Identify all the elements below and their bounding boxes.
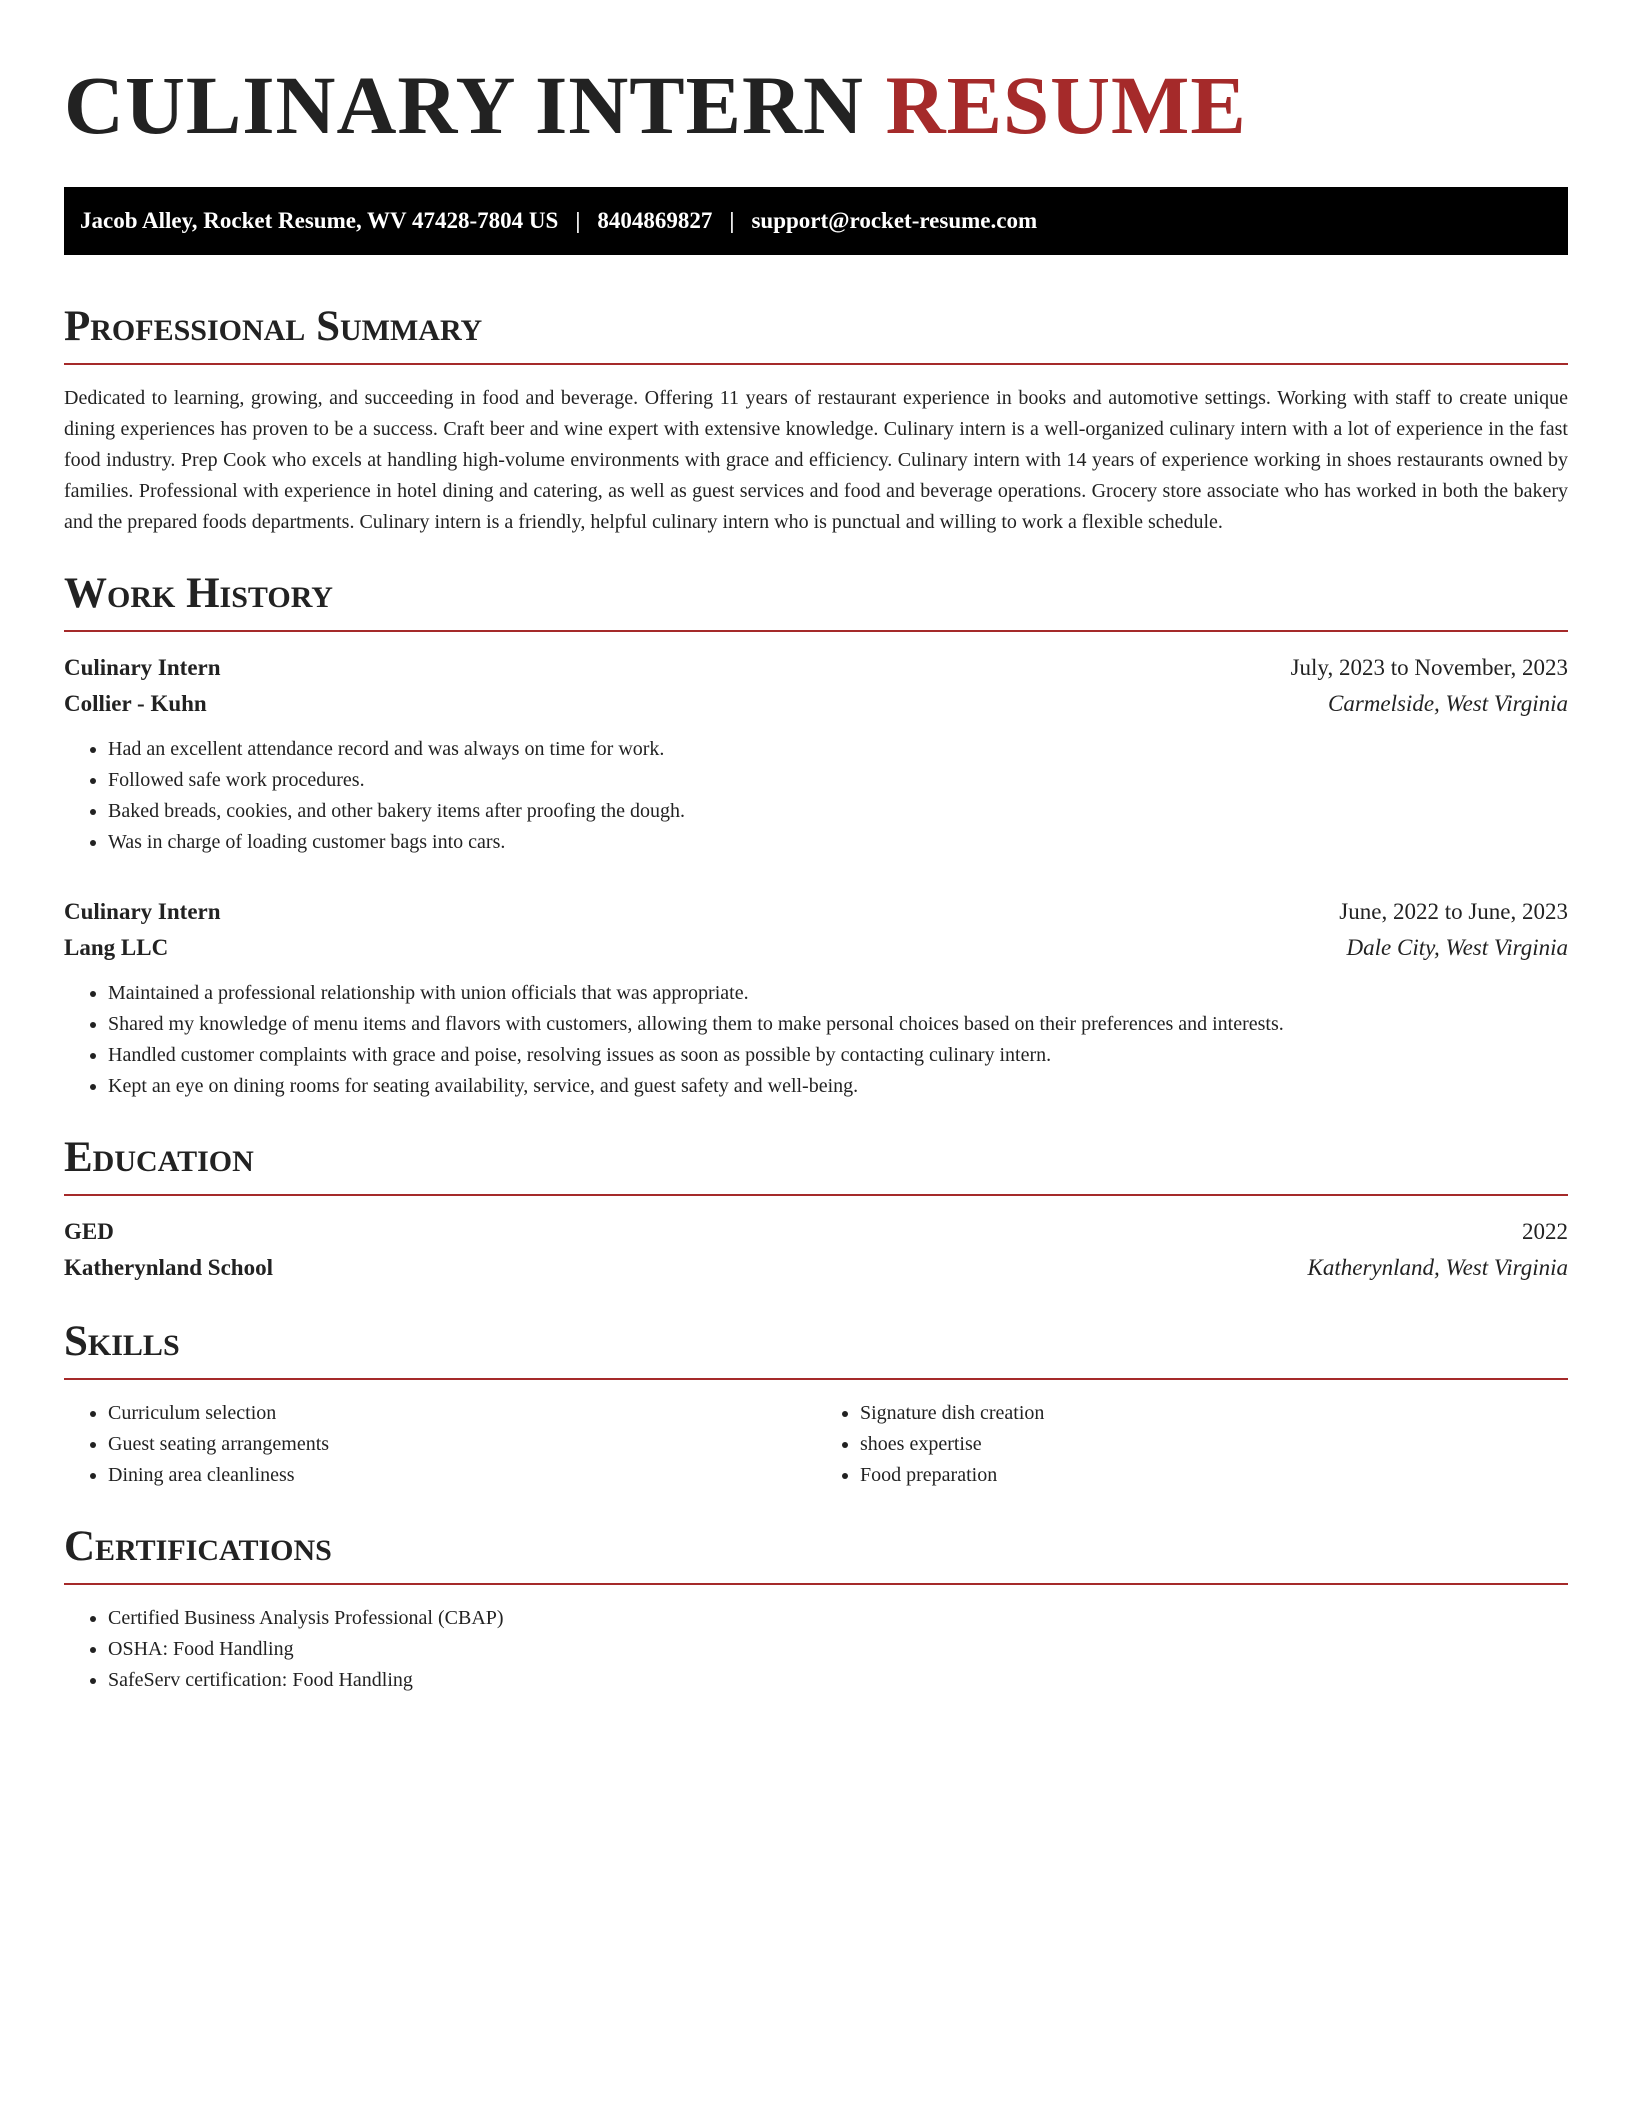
job-dates: July, 2023 to November, 2023	[1290, 655, 1568, 680]
section-divider	[64, 1378, 1568, 1380]
list-item: • OSHA: Food Handling	[108, 1634, 1568, 1665]
list-item: • Dining area cleanliness	[108, 1460, 816, 1491]
skills-list-right	[816, 1398, 1568, 1491]
list-item: • Was in charge of loading customer bags into cars.	[108, 827, 1568, 858]
list-item: • Followed safe work procedures.	[108, 765, 1568, 796]
section-divider	[64, 630, 1568, 632]
summary-text: Dedicated to learning, growing, and succeeding in food and beverage. Offering 11 years of restaurant experience in books and automotive settings. Working with staff to create unique dining experiences has proven to be a success. Craft beer and wine expert with extensive knowledge. Culinary intern is a well-organized culinary intern with a lot of experience in the fast food industry. Prep Cook who excels at handling high-volume environments with grace and efficiency. Culinary intern with 14 years of experience working in shoes restaurants owned by families. Professional with experience in hotel dining and catering, as well as guest services and food and beverage operations. Grocery store associate who has worked in both the bakery and the prepared foods departments. Culinary intern is a friendly, helpful culinary intern who is punctual and willing to work a flexible schedule.	[64, 387, 1568, 533]
job-entry	[64, 650, 1568, 858]
list-item: • shoes expertise	[860, 1429, 1568, 1460]
list-item: • Guest seating arrangements	[108, 1429, 816, 1460]
certifications-list	[64, 1603, 1568, 1696]
work-history-section	[64, 572, 1568, 1102]
job-company: Lang LLC	[64, 935, 169, 960]
education-heading: Education	[64, 1134, 254, 1181]
list-item: • Handled customer complaints with grace and poise, resolving issues as soon as possible by contacting culinary intern.	[108, 1040, 1568, 1071]
contact-separator: |	[575, 208, 581, 233]
job-dates: June, 2022 to June, 2023	[1339, 899, 1568, 924]
section-divider	[64, 363, 1568, 365]
title-main: CULINARY INTERN	[64, 59, 864, 151]
education-degree-row	[64, 1214, 1568, 1250]
list-item: • Had an excellent attendance record and was always on time for work.	[108, 734, 1568, 765]
job-header-row	[64, 650, 1568, 686]
education-location: Katherynland, West Virginia	[1307, 1255, 1568, 1280]
job-duties-list	[64, 978, 1568, 1102]
job-location: Carmelside, West Virginia	[1327, 691, 1568, 716]
resume-title	[64, 56, 1568, 151]
contact-bar	[64, 187, 1568, 255]
skills-list-left	[64, 1398, 816, 1491]
section-divider	[64, 1583, 1568, 1585]
job-title: Culinary Intern	[64, 899, 221, 924]
list-item: • Baked breads, cookies, and other bakery items after proofing the dough.	[108, 796, 1568, 827]
list-item: • SafeServ certification: Food Handling	[108, 1665, 1568, 1696]
contact-email: support@rocket-resume.com	[751, 208, 1038, 233]
contact-phone: 8404869827	[597, 208, 713, 233]
certifications-section	[64, 1525, 1568, 1696]
education-section	[64, 1136, 1568, 1286]
job-location: Dale City, West Virginia	[1346, 935, 1568, 960]
job-header-row	[64, 894, 1568, 930]
job-title: Culinary Intern	[64, 655, 221, 680]
skills-grid	[64, 1398, 1568, 1491]
summary-heading: Professional Summary	[64, 303, 483, 350]
summary-section	[64, 305, 1568, 538]
job-entry	[64, 894, 1568, 1102]
education-school: Katherynland School	[64, 1255, 273, 1280]
education-school-row	[64, 1250, 1568, 1286]
education-year: 2022	[1522, 1219, 1568, 1244]
list-item: • Signature dish creation	[860, 1398, 1568, 1429]
job-company-row	[64, 686, 1568, 722]
list-item: • Curriculum selection	[108, 1398, 816, 1429]
list-item: • Shared my knowledge of menu items and flavors with customers, allowing them to make personal choices based on their preferences and interests.	[108, 1009, 1568, 1040]
list-item: • Maintained a professional relationship with union officials that was appropriate.	[108, 978, 1568, 1009]
job-duties-list	[64, 734, 1568, 858]
skills-heading: Skills	[64, 1318, 180, 1365]
skills-section	[64, 1320, 1568, 1491]
title-accent: RESUME	[885, 59, 1247, 151]
education-degree: GED	[64, 1219, 114, 1244]
contact-separator: |	[729, 208, 735, 233]
list-item: • Certified Business Analysis Professional (CBAP)	[108, 1603, 1568, 1634]
job-company: Collier - Kuhn	[64, 691, 207, 716]
contact-address: Jacob Alley, Rocket Resume, WV 47428-7804 US	[80, 208, 559, 233]
list-item: • Kept an eye on dining rooms for seating availability, service, and guest safety and well-being.	[108, 1071, 1568, 1102]
job-company-row	[64, 930, 1568, 966]
section-divider	[64, 1194, 1568, 1196]
certifications-heading: Certifications	[64, 1523, 332, 1570]
list-item: • Food preparation	[860, 1460, 1568, 1491]
work-history-heading: Work History	[64, 570, 333, 617]
